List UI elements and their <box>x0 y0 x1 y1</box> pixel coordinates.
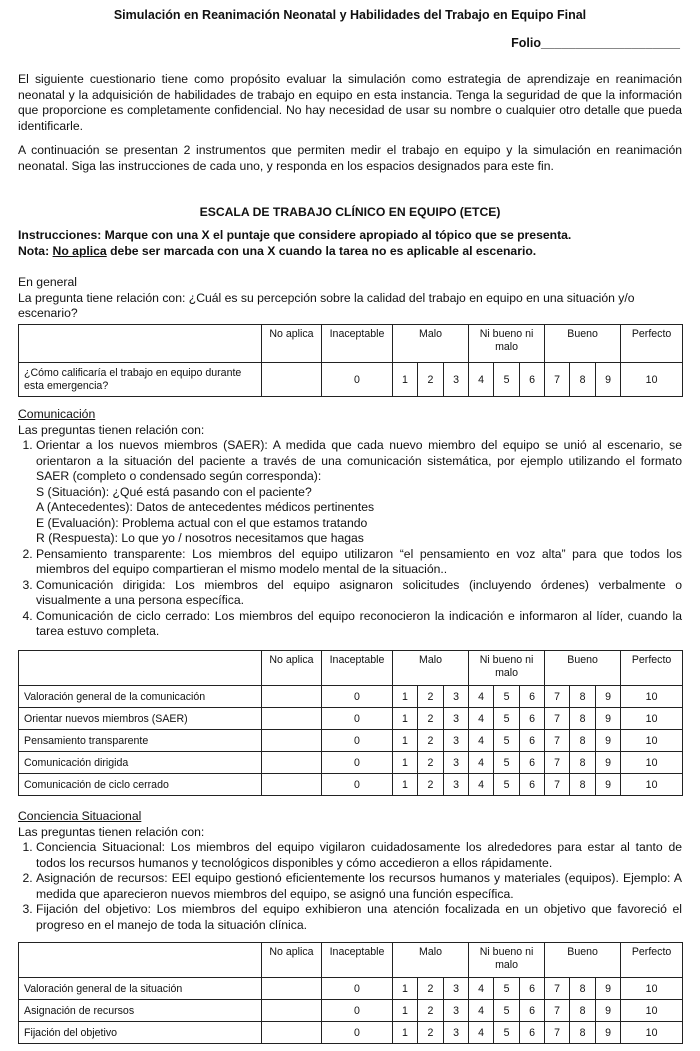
situational-item-2: Asignación de recursos: EEl equipo gestionó eficientemente los recursos humanos y materiales (equipos). Ejemplo: A medida que aparecieron nuevos miembros del equipo, se asignó una función específica. <box>36 871 682 901</box>
cell-score-5[interactable]: 5 <box>494 1000 520 1022</box>
cell-no-aplica[interactable] <box>262 978 322 1000</box>
cell-score-6[interactable]: 6 <box>520 730 545 752</box>
header-blank <box>19 325 262 363</box>
row-label: Valoración general de la situación <box>19 978 262 1000</box>
cell-score-1[interactable]: 1 <box>393 708 418 730</box>
row-label: Asignación de recursos <box>19 1000 262 1022</box>
cell-score-4[interactable]: 4 <box>469 686 494 708</box>
communication-item-2: Pensamiento transparente: Los miembros del equipo utilizaron “el pensamiento en voz alta” para que todos los miembros del equipo compartieran el mismo modelo mental de la situación.. <box>36 546 682 576</box>
cell-score-2[interactable]: 2 <box>418 686 444 708</box>
cell-score-7[interactable]: 7 <box>545 363 570 397</box>
cell-score-9[interactable]: 9 <box>596 978 621 1000</box>
cell-score-7[interactable]: 7 <box>545 752 570 774</box>
cell-score-9[interactable]: 9 <box>596 730 621 752</box>
cell-score-5[interactable]: 5 <box>494 708 520 730</box>
cell-score-8[interactable]: 8 <box>570 730 596 752</box>
header-bueno: Bueno <box>545 651 621 686</box>
cell-score-0[interactable]: 0 <box>322 730 393 752</box>
cell-score-7[interactable]: 7 <box>545 774 570 796</box>
cell-score-3[interactable]: 3 <box>444 708 469 730</box>
cell-score-9[interactable]: 9 <box>596 1022 621 1044</box>
cell-score-8[interactable]: 8 <box>570 1022 596 1044</box>
communication-rows <box>19 686 683 796</box>
cell-score-2[interactable]: 2 <box>418 363 444 397</box>
header-ni-bueno-ni-malo: Ni bueno ni malo <box>469 943 545 978</box>
cell-score-6[interactable]: 6 <box>520 686 545 708</box>
cell-score-7[interactable]: 7 <box>545 730 570 752</box>
list-item <box>36 902 682 933</box>
table-row <box>19 1000 683 1022</box>
header-inaceptable: Inaceptable <box>322 943 393 978</box>
cell-score-0[interactable]: 0 <box>322 978 393 1000</box>
communication-item-3: Comunicación dirigida: Los miembros del equipo asignaron solicitudes (incluyendo órdenes) verbalmente o visualmente a una persona específica. <box>36 577 682 607</box>
note-rest: debe ser marcada con una X cuando la tarea no es aplicable al escenario. <box>106 243 537 258</box>
cell-score-0[interactable]: 0 <box>322 363 393 397</box>
cell-score-6[interactable]: 6 <box>520 752 545 774</box>
cell-score-5[interactable]: 5 <box>494 686 520 708</box>
situational-heading: Conciencia Situacional <box>18 809 142 823</box>
cell-score-7[interactable]: 7 <box>545 1022 570 1044</box>
list-item <box>36 578 682 609</box>
cell-no-aplica[interactable] <box>262 686 322 708</box>
row-label: Orientar nuevos miembros (SAER) <box>19 708 262 730</box>
table-row <box>19 752 683 774</box>
header-bueno: Bueno <box>545 325 621 363</box>
cell-score-4[interactable]: 4 <box>469 752 494 774</box>
header-no-aplica: No aplica <box>262 943 322 978</box>
cell-score-8[interactable]: 8 <box>570 774 596 796</box>
cell-score-2[interactable]: 2 <box>418 708 444 730</box>
situational-rows <box>19 978 683 1044</box>
cell-score-6[interactable]: 6 <box>520 1000 545 1022</box>
cell-score-10[interactable]: 10 <box>621 752 683 774</box>
cell-score-8[interactable]: 8 <box>570 752 596 774</box>
header-no-aplica: No aplica <box>262 325 322 363</box>
header-blank <box>19 943 262 978</box>
saer-r: R (Respuesta): Lo que yo / nosotros necesitamos que hagas <box>36 531 364 545</box>
situational-list <box>18 840 682 933</box>
cell-score-0[interactable]: 0 <box>322 1022 393 1044</box>
cell-score-6[interactable]: 6 <box>520 363 545 397</box>
cell-no-aplica[interactable] <box>262 1022 322 1044</box>
note-prefix: Nota: <box>18 243 53 258</box>
row-label: Fijación del objetivo <box>19 1022 262 1044</box>
cell-score-1[interactable]: 1 <box>393 752 418 774</box>
row-label: Valoración general de la comunicación <box>19 686 262 708</box>
intro-paragraph-2: A continuación se presentan 2 instrumentos que permiten medir el trabajo en equipo y la simulación en reanimación neonatal. Siga las instrucciones de cada uno, y responda en los espacios designados para este fin. <box>18 143 682 173</box>
header-bueno: Bueno <box>545 943 621 978</box>
cell-score-8[interactable]: 8 <box>570 1000 596 1022</box>
cell-score-3[interactable]: 3 <box>444 730 469 752</box>
header-malo: Malo <box>393 943 469 978</box>
general-table <box>18 324 683 397</box>
cell-score-0[interactable]: 0 <box>322 774 393 796</box>
cell-score-6[interactable]: 6 <box>520 1022 545 1044</box>
cell-score-3[interactable]: 3 <box>444 978 469 1000</box>
cell-score-6[interactable]: 6 <box>520 978 545 1000</box>
note-text <box>18 244 682 260</box>
cell-score-10[interactable]: 10 <box>621 774 683 796</box>
cell-score-5[interactable]: 5 <box>494 978 520 1000</box>
cell-score-0[interactable]: 0 <box>322 752 393 774</box>
communication-section <box>18 407 682 640</box>
situational-item-3: Fijación del objetivo: Los miembros del equipo exhibieron una atención focalizada en un objetivo que favoreció el progreso en el manejo de toda la situación clínica. <box>36 902 682 932</box>
communication-list <box>18 438 682 640</box>
cell-score-2[interactable]: 2 <box>418 1022 444 1044</box>
cell-score-4[interactable]: 4 <box>469 363 494 397</box>
header-perfecto: Perfecto <box>621 325 683 363</box>
communication-item-1: Orientar a los nuevos miembros (SAER): A medida que cada nuevo miembro del equipo se unió al escenario, se orientaron a la situación del paciente a través de una comunicación sistemática, por ejemplo utilizando el formato SAER (completo o condensado según corresponda): <box>36 438 682 483</box>
intro-section-2 <box>18 143 682 174</box>
cell-score-1[interactable]: 1 <box>393 730 418 752</box>
cell-score-3[interactable]: 3 <box>444 752 469 774</box>
table-row <box>19 708 683 730</box>
cell-score-9[interactable]: 9 <box>596 1000 621 1022</box>
cell-score-2[interactable]: 2 <box>418 978 444 1000</box>
saer-s: S (Situación): ¿Qué está pasando con el paciente? <box>36 484 312 499</box>
header-blank <box>19 651 262 686</box>
communication-item-4: Comunicación de ciclo cerrado: Los miembros del equipo reconocieron la indicación e informaron al líder, cuando la tarea estuvo completa. <box>36 608 682 638</box>
row-label: Comunicación dirigida <box>19 752 262 774</box>
scale-title: ESCALA DE TRABAJO CLÍNICO EN EQUIPO (ETCE) <box>199 205 501 219</box>
cell-score-0[interactable]: 0 <box>322 1000 393 1022</box>
cell-score-5[interactable]: 5 <box>494 774 520 796</box>
cell-no-aplica[interactable] <box>262 730 322 752</box>
cell-score-6[interactable]: 6 <box>520 774 545 796</box>
cell-score-5[interactable]: 5 <box>494 1022 520 1044</box>
cell-no-aplica[interactable] <box>262 752 322 774</box>
cell-score-3[interactable]: 3 <box>444 686 469 708</box>
header-malo: Malo <box>393 325 469 363</box>
cell-no-aplica[interactable] <box>262 363 322 397</box>
header-ni-bueno-ni-malo: Ni bueno ni malo <box>469 325 545 363</box>
list-item <box>36 840 682 871</box>
intro-section <box>18 72 682 134</box>
general-heading: En general <box>18 275 77 289</box>
general-question: La pregunta tiene relación con: ¿Cuál es su percepción sobre la calidad del trabajo en equipo en una situación y/o escenario? <box>18 290 635 320</box>
cell-score-9[interactable]: 9 <box>596 686 621 708</box>
list-item <box>36 547 682 578</box>
cell-no-aplica[interactable] <box>262 774 322 796</box>
cell-score-7[interactable]: 7 <box>545 1000 570 1022</box>
cell-score-1[interactable]: 1 <box>393 1022 418 1044</box>
cell-score-6[interactable]: 6 <box>520 708 545 730</box>
situational-intro: Las preguntas tienen relación con: <box>18 824 205 839</box>
cell-score-10[interactable]: 10 <box>621 978 683 1000</box>
cell-score-3[interactable]: 3 <box>444 1000 469 1022</box>
cell-no-aplica[interactable] <box>262 1000 322 1022</box>
cell-score-4[interactable]: 4 <box>469 1000 494 1022</box>
table-row <box>19 686 683 708</box>
cell-score-5[interactable]: 5 <box>494 363 520 397</box>
table-row <box>19 774 683 796</box>
table-row <box>19 978 683 1000</box>
situational-section <box>18 809 682 933</box>
row-label: Comunicación de ciclo cerrado <box>19 774 262 796</box>
header-inaceptable: Inaceptable <box>322 325 393 363</box>
cell-score-8[interactable]: 8 <box>570 363 596 397</box>
cell-score-8[interactable]: 8 <box>570 708 596 730</box>
situational-table <box>18 942 683 1044</box>
table-header-row <box>19 943 683 978</box>
header-no-aplica: No aplica <box>262 651 322 686</box>
cell-score-9[interactable]: 9 <box>596 363 621 397</box>
header-malo: Malo <box>393 651 469 686</box>
cell-score-10[interactable]: 10 <box>621 686 683 708</box>
cell-score-4[interactable]: 4 <box>469 978 494 1000</box>
cell-score-4[interactable]: 4 <box>469 730 494 752</box>
list-item <box>36 609 682 640</box>
cell-score-2[interactable]: 2 <box>418 1000 444 1022</box>
cell-score-10[interactable]: 10 <box>621 708 683 730</box>
cell-score-5[interactable]: 5 <box>494 752 520 774</box>
cell-score-1[interactable]: 1 <box>393 774 418 796</box>
cell-score-1[interactable]: 1 <box>393 363 418 397</box>
cell-score-3[interactable]: 3 <box>444 774 469 796</box>
communication-intro: Las preguntas tienen relación con: <box>18 422 205 437</box>
list-item <box>36 438 682 547</box>
intro-paragraph-1: El siguiente cuestionario tiene como propósito evaluar la simulación como estrategia de aprendizaje en reanimación neonatal y la adquisición de habilidades de trabajo en equipo en esta instancia. Tenga la seguridad de que la información que proporcione es completamente confidencial. No hay necesidad de usar su nombre o cualquier otro detalle que pueda identificarle. <box>18 72 682 133</box>
cell-score-7[interactable]: 7 <box>545 708 570 730</box>
row-label: ¿Cómo calificaría el trabajo en equipo durante esta emergencia? <box>19 363 262 397</box>
situational-item-1: Conciencia Situacional: Los miembros del equipo vigilaron cuidadosamente los alrededores para estar al tanto de todos los recursos humanos y tecnológicos disponibles y cómo accedieron a ellos rápidamente. <box>36 840 682 870</box>
table-row <box>19 1022 683 1044</box>
cell-score-10[interactable]: 10 <box>621 730 683 752</box>
table-row <box>19 363 683 397</box>
cell-score-3[interactable]: 3 <box>444 363 469 397</box>
cell-score-2[interactable]: 2 <box>418 730 444 752</box>
instructions-text: Instrucciones: Marque con una X el puntaje que considere apropiado al tópico que se presenta. <box>18 228 572 242</box>
cell-score-0[interactable]: 0 <box>322 708 393 730</box>
cell-score-10[interactable]: 10 <box>621 363 683 397</box>
cell-score-1[interactable]: 1 <box>393 686 418 708</box>
cell-score-9[interactable]: 9 <box>596 774 621 796</box>
cell-score-8[interactable]: 8 <box>570 686 596 708</box>
header-perfecto: Perfecto <box>621 651 683 686</box>
cell-score-2[interactable]: 2 <box>418 774 444 796</box>
communication-heading: Comunicación <box>18 407 96 421</box>
cell-score-8[interactable]: 8 <box>570 978 596 1000</box>
communication-table <box>18 650 683 796</box>
saer-a: A (Antecedentes): Datos de antecedentes médicos pertinentes <box>36 500 375 514</box>
table-header-row <box>19 325 683 363</box>
header-inaceptable: Inaceptable <box>322 651 393 686</box>
general-block <box>18 275 682 322</box>
cell-no-aplica[interactable] <box>262 708 322 730</box>
cell-score-10[interactable]: 10 <box>621 1022 683 1044</box>
cell-score-7[interactable]: 7 <box>545 686 570 708</box>
cell-score-10[interactable]: 10 <box>621 1000 683 1022</box>
table-header-row <box>19 651 683 686</box>
cell-score-4[interactable]: 4 <box>469 1022 494 1044</box>
cell-score-7[interactable]: 7 <box>545 978 570 1000</box>
cell-score-1[interactable]: 1 <box>393 978 418 1000</box>
saer-e: E (Evaluación): Problema actual con el que estamos tratando <box>36 515 368 530</box>
cell-score-4[interactable]: 4 <box>469 774 494 796</box>
cell-score-0[interactable]: 0 <box>322 686 393 708</box>
header-perfecto: Perfecto <box>621 943 683 978</box>
cell-score-1[interactable]: 1 <box>393 1000 418 1022</box>
instructions-block <box>18 228 682 259</box>
header-ni-bueno-ni-malo: Ni bueno ni malo <box>469 651 545 686</box>
cell-score-2[interactable]: 2 <box>418 752 444 774</box>
document-title: Simulación en Reanimación Neonatal y Habilidades del Trabajo en Equipo Final <box>113 8 587 22</box>
note-underlined: No aplica <box>52 243 107 258</box>
cell-score-3[interactable]: 3 <box>444 1022 469 1044</box>
cell-score-5[interactable]: 5 <box>494 730 520 752</box>
list-item <box>36 871 682 902</box>
cell-score-9[interactable]: 9 <box>596 752 621 774</box>
folio-field: Folio____________________ <box>511 36 680 50</box>
cell-score-9[interactable]: 9 <box>596 708 621 730</box>
table-row <box>19 730 683 752</box>
cell-score-4[interactable]: 4 <box>469 708 494 730</box>
row-label: Pensamiento transparente <box>19 730 262 752</box>
